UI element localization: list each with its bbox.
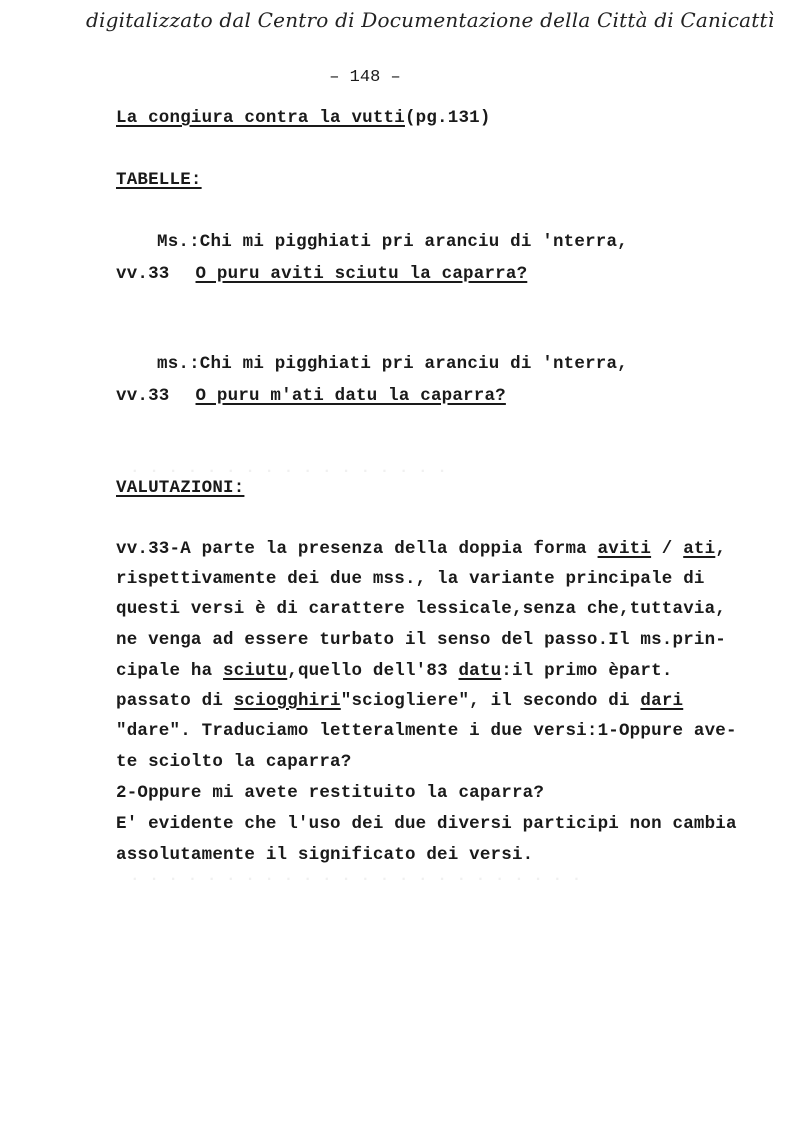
underlined-term: datu bbox=[458, 661, 502, 681]
body-line: ne venga ad essere turbato il senso del passo.Il ms.prin- bbox=[116, 630, 726, 650]
body-line: questi versi è di carattere lessicale,senza che,tuttavia, bbox=[116, 599, 726, 619]
underlined-term: ati bbox=[683, 539, 716, 559]
body-line: 2-Oppure mi avete restituito la caparra? bbox=[116, 783, 545, 803]
body-line: E' evidente che l'uso dei due diversi participi non cambia bbox=[116, 814, 737, 834]
tabelle-heading: TABELLE: bbox=[116, 170, 202, 190]
text-run: ,quello dell'83 bbox=[287, 661, 459, 681]
text-run: / bbox=[651, 539, 684, 559]
table-block2-line1: ms.:Chi mi pigghiati pri aranciu di 'nterra, bbox=[157, 354, 628, 374]
digitization-watermark: digitalizzato dal Centro di Documentazione della Città di Canicattì bbox=[86, 8, 775, 32]
body-line: rispettivamente dei due mss., la variante principale di bbox=[116, 569, 705, 589]
title-text: La congiura contra la vutti bbox=[116, 108, 405, 128]
text-run: , bbox=[715, 539, 727, 559]
body-line: te sciolto la caparra? bbox=[116, 752, 352, 772]
verse-text: O puru m'ati datu la caparra? bbox=[195, 386, 506, 406]
underlined-term: dari bbox=[640, 691, 684, 711]
body-line bbox=[116, 691, 683, 711]
valutazioni-heading: VALUTAZIONI: bbox=[116, 478, 245, 498]
text-run: cipale ha bbox=[116, 661, 224, 681]
text-run: "sciogliere", il secondo di bbox=[340, 691, 641, 711]
body-line: assolutamente il significato dei versi. bbox=[116, 845, 534, 865]
table-block1-line1: Ms.:Chi mi pigghiati pri aranciu di 'nterra, bbox=[157, 232, 628, 252]
bleed-through-text: · · · · · · · · · · · · · · · · · bbox=[130, 462, 447, 480]
verse-text: O puru aviti sciutu la caparra? bbox=[195, 264, 528, 284]
body-line: "dare". Traduciamo letteralmente i due versi:1-Oppure ave- bbox=[116, 721, 737, 741]
title-page-ref: (pg.131) bbox=[404, 108, 491, 128]
underlined-term: sciogghiri bbox=[233, 691, 341, 711]
table-block2-line2 bbox=[116, 386, 506, 406]
page-number: – 148 – bbox=[329, 68, 401, 87]
text-run: passato di bbox=[116, 691, 234, 711]
verse-label: vv.33 bbox=[116, 264, 170, 284]
bleed-through-text: · · · · · · · · · · · · · · · · · · · · · · · · bbox=[130, 870, 582, 888]
text-run: vv.33-A parte la presenza della doppia forma bbox=[116, 539, 598, 559]
underlined-term: sciutu bbox=[223, 661, 288, 681]
table-block1-line2 bbox=[116, 264, 527, 284]
section-title bbox=[116, 108, 491, 128]
text-run: :il primo èpart. bbox=[501, 661, 673, 681]
body-line bbox=[116, 661, 673, 681]
verse-label: vv.33 bbox=[116, 386, 170, 406]
body-line bbox=[116, 539, 726, 559]
underlined-term: aviti bbox=[597, 539, 652, 559]
